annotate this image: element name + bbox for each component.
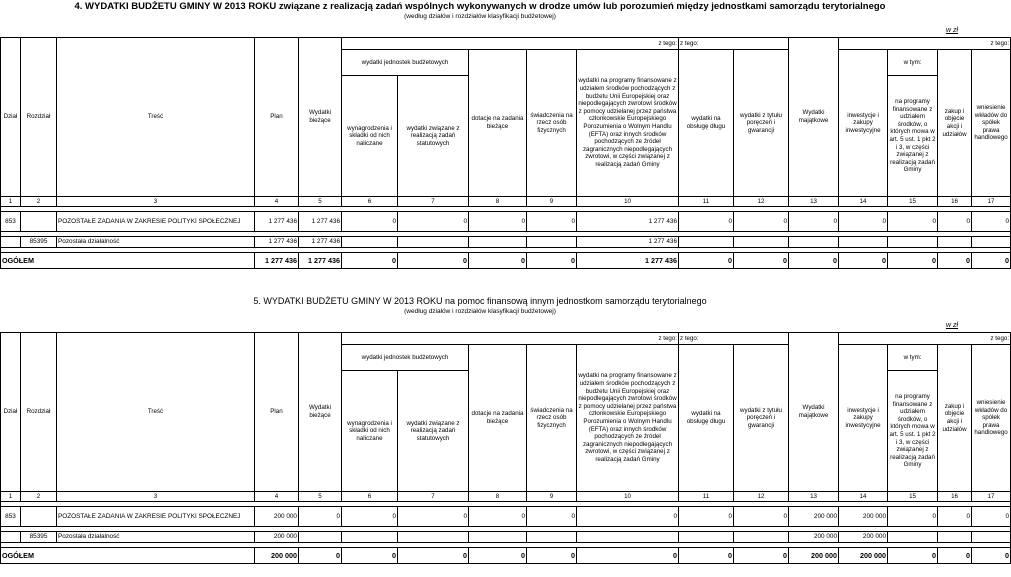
cell-wniesienie [972, 532, 1011, 543]
col-num: 5 [299, 492, 342, 502]
row-tresc: POZOSTAŁE ZADANIA W ZAKRESIE POLITYKI SPOŁECZNEJ [57, 212, 255, 232]
header-gwarancje: wydatki z tytułu poręczeń i gwarancji [734, 50, 789, 197]
cell-wynagrodzenia [342, 532, 398, 543]
cell-majatkowe: 0 [789, 212, 839, 232]
row-tresc: POZOSTAŁE ZADANIA W ZAKRESIE POLITYKI SPOŁECZNEJ [57, 507, 255, 527]
cell-biezace: 1 277 436 [299, 212, 342, 232]
header-ztego-2: z tego: [679, 333, 789, 345]
cell-wniesienie: 0 [972, 212, 1011, 232]
header-ztego-biezace: z tego: [342, 333, 679, 345]
col-num: 10 [577, 197, 679, 207]
col-num: 9 [527, 197, 577, 207]
col-num: 5 [299, 197, 342, 207]
cell-wniesienie [972, 237, 1011, 248]
header-dotacje: dotacje na zadania bieżące [469, 345, 527, 492]
header-tresc: Treść [57, 38, 255, 197]
section1-title: 4. WYDATKI BUDŻETU GMINY W 2013 ROKU związane z realizacją zadań wspólnych wykonywanych w drodze umów lub porozumień między jednostkami samorządu terytorialnego [74, 1, 886, 12]
cell-biezace: 0 [299, 507, 342, 527]
cell-wynagrodzenia [342, 237, 398, 248]
header-programy: na programy finansowane z udziałem środków, o których mowa w art. 5 ust. 1 pkt 2 i 3, w części związanej z realizacją zadań Gminy [888, 371, 938, 492]
col-num: 12 [734, 197, 789, 207]
cell-dlug: 0 [679, 212, 734, 232]
col-num: 13 [789, 197, 839, 207]
cell-ue: 1 277 436 [577, 212, 679, 232]
header-ztego-2: z tego: [679, 38, 789, 50]
col-num: 13 [789, 492, 839, 502]
header-dzial: Dział [1, 38, 21, 197]
col-num: 15 [888, 197, 938, 207]
header-plan: Plan [255, 333, 299, 492]
col-num: 11 [679, 492, 734, 502]
col-num: 7 [398, 492, 469, 502]
section2-unit: w zł [945, 322, 958, 329]
col-num: 9 [527, 492, 577, 502]
col-num: 3 [57, 492, 255, 502]
cell-dlug [679, 532, 734, 543]
total-dotacje: 0 [469, 548, 527, 564]
header-rozdzial: Rozdział [21, 333, 57, 492]
row-dzial: 853 [1, 507, 21, 527]
row-rozdzial: 85395 [21, 532, 57, 543]
total-wniesienie: 0 [972, 548, 1011, 564]
header-wynagrodzenia: wynagrodzenia i składki od nich naliczane [342, 76, 398, 197]
header-dlug: wydatki na obsługę długu [679, 345, 734, 492]
cell-programy: 0 [888, 212, 938, 232]
total-plan: 200 000 [255, 548, 299, 564]
col-num: 2 [21, 492, 57, 502]
header-wynagrodzenia: wynagrodzenia i składki od nich naliczane [342, 371, 398, 492]
total-wniesienie: 0 [972, 253, 1011, 269]
cell-dotacje: 0 [469, 212, 527, 232]
header-dzial: Dział [1, 333, 21, 492]
table-row [1, 532, 1011, 543]
col-num: 16 [938, 492, 972, 502]
col-num: 15 [888, 492, 938, 502]
header-wniesienie: wniesienie wkładów do spółek prawa handlowego [972, 50, 1011, 197]
col-num: 12 [734, 492, 789, 502]
header-tresc: Treść [57, 333, 255, 492]
total-majatkowe: 200 000 [789, 548, 839, 564]
header-wniesienie: wniesienie wkładów do spółek prawa handlowego [972, 345, 1011, 492]
section2-subtitle: (według działów i rozdziałów klasyfikacji budżetowej) [404, 308, 556, 315]
total-inwestycje: 200 000 [839, 548, 888, 564]
col-num: 1 [1, 492, 21, 502]
total-wynagrodzenia: 0 [342, 253, 398, 269]
cell-akcje [938, 532, 972, 543]
total-row [1, 253, 1011, 269]
cell-dotacje [469, 532, 527, 543]
cell-plan: 1 277 436 [255, 212, 299, 232]
total-plan: 1 277 436 [255, 253, 299, 269]
cell-statutowe: 0 [398, 507, 469, 527]
cell-biezace [299, 532, 342, 543]
cell-majatkowe: 200 000 [789, 532, 839, 543]
total-dlug: 0 [679, 253, 734, 269]
header-jednostek: wydatki jednostek budżetowych [342, 50, 469, 76]
row-tresc: Pozostała działalność [57, 237, 255, 248]
cell-statutowe: 0 [398, 212, 469, 232]
total-gwarancje: 0 [734, 253, 789, 269]
cell-ue [577, 532, 679, 543]
table-row [1, 237, 1011, 248]
cell-akcje [938, 237, 972, 248]
header-ztego-biezace: z tego: [342, 38, 679, 50]
row-rozdzial [21, 212, 57, 232]
cell-wynagrodzenia: 0 [342, 212, 398, 232]
header-dlug: wydatki na obsługę długu [679, 50, 734, 197]
cell-gwarancje: 0 [734, 507, 789, 527]
row-rozdzial [21, 507, 57, 527]
header-swiadczenia: świadczenia na rzecz osób fizycznych [527, 345, 577, 492]
col-num: 17 [972, 197, 1011, 207]
header-swiadczenia: świadczenia na rzecz osób fizycznych [527, 50, 577, 197]
table-row [1, 507, 1011, 527]
total-dlug: 0 [679, 548, 734, 564]
table-row [1, 212, 1011, 232]
row-dzial: 853 [1, 212, 21, 232]
cell-programy: 0 [888, 507, 938, 527]
cell-swiadczenia [527, 532, 577, 543]
cell-swiadczenia: 0 [527, 507, 577, 527]
header-ue: wydatki na programy finansowane z udziałem środków pochodzących z budżetu Unii Europejskiej oraz niepodlegających zwrotowi środków z pomocy udzielanej przez państwa członkowskie Europejskiego Porozumienia o Wolnym Handlu (EFTA) oraz innych środków pochodzących ze źródeł zagranicznych niepodlegających zwrotowi, w części związanej z realizacją zadań Gminy [577, 50, 679, 197]
cell-ue: 0 [577, 507, 679, 527]
cell-dlug: 0 [679, 507, 734, 527]
total-biezace: 1 277 436 [299, 253, 342, 269]
cell-swiadczenia [527, 237, 577, 248]
total-label: OGÓŁEM [1, 548, 255, 564]
cell-plan: 200 000 [255, 532, 299, 543]
row-dzial [1, 237, 21, 248]
section1-table [0, 37, 1011, 269]
header-biezace: Wydatki bieżące [299, 333, 342, 492]
total-row [1, 548, 1011, 564]
col-num: 4 [255, 197, 299, 207]
header-jednostek: wydatki jednostek budżetowych [342, 345, 469, 371]
row-rozdzial: 85395 [21, 237, 57, 248]
cell-inwestycje: 0 [839, 212, 888, 232]
col-num: 6 [342, 197, 398, 207]
total-statutowe: 0 [398, 548, 469, 564]
section2-table [0, 332, 1011, 564]
cell-akcje: 0 [938, 212, 972, 232]
total-label: OGÓŁEM [1, 253, 255, 269]
header-ztego-majatkowe: z tego: [839, 38, 1011, 50]
cell-statutowe [398, 532, 469, 543]
col-num: 16 [938, 197, 972, 207]
section2-title: 5. WYDATKI BUDŻETU GMINY W 2013 ROKU na pomoc finansową innym jednostkom samorządu terytorialnego [253, 296, 707, 306]
total-wynagrodzenia: 0 [342, 548, 398, 564]
col-num: 7 [398, 197, 469, 207]
total-programy: 0 [888, 253, 938, 269]
col-num: 17 [972, 492, 1011, 502]
header-statutowe: wydatki związane z realizacją zadań statutowych [398, 76, 469, 197]
header-akcje: zakup i objęcie akcji i udziałów [938, 50, 972, 197]
header-dotacje: dotacje na zadania bieżące [469, 50, 527, 197]
cell-gwarancje [734, 532, 789, 543]
cell-inwestycje [839, 237, 888, 248]
section1-subtitle: (według działów i rozdziałów klasyfikacji budżetowej) [404, 13, 556, 20]
col-num: 10 [577, 492, 679, 502]
header-ztego-majatkowe: z tego: [839, 333, 1011, 345]
col-num: 4 [255, 492, 299, 502]
total-programy: 0 [888, 548, 938, 564]
header-majatkowe: Wydatki majątkowe [789, 333, 839, 492]
total-majatkowe: 0 [789, 253, 839, 269]
cell-wynagrodzenia: 0 [342, 507, 398, 527]
header-biezace: Wydatki bieżące [299, 38, 342, 197]
header-plan: Plan [255, 38, 299, 197]
total-ue: 0 [577, 548, 679, 564]
cell-dotacje [469, 237, 527, 248]
cell-gwarancje: 0 [734, 212, 789, 232]
cell-biezace: 1 277 436 [299, 237, 342, 248]
col-num: 1 [1, 197, 21, 207]
cell-akcje: 0 [938, 507, 972, 527]
header-programy: na programy finansowane z udziałem środków, o których mowa w art. 5 ust. 1 pkt 2 i 3, w części związanej z realizacją zadań Gminy [888, 76, 938, 197]
header-statutowe: wydatki związane z realizacją zadań statutowych [398, 371, 469, 492]
col-num: 8 [469, 492, 527, 502]
col-num: 2 [21, 197, 57, 207]
cell-wniesienie: 0 [972, 507, 1011, 527]
section1-unit: w zł [945, 27, 958, 34]
total-akcje: 0 [938, 253, 972, 269]
total-inwestycje: 0 [839, 253, 888, 269]
col-num: 3 [57, 197, 255, 207]
cell-majatkowe [789, 237, 839, 248]
total-gwarancje: 0 [734, 548, 789, 564]
cell-statutowe [398, 237, 469, 248]
total-swiadczenia: 0 [527, 548, 577, 564]
header-rozdzial: Rozdział [21, 38, 57, 197]
row-tresc: Pozostała działalność [57, 532, 255, 543]
total-statutowe: 0 [398, 253, 469, 269]
header-wtym: w tym: [888, 345, 938, 371]
cell-plan: 200 000 [255, 507, 299, 527]
cell-dotacje: 0 [469, 507, 527, 527]
col-num: 14 [839, 492, 888, 502]
cell-ue: 1 277 436 [577, 237, 679, 248]
cell-majatkowe: 200 000 [789, 507, 839, 527]
total-akcje: 0 [938, 548, 972, 564]
cell-inwestycje: 200 000 [839, 532, 888, 543]
col-num: 8 [469, 197, 527, 207]
row-dzial [1, 532, 21, 543]
total-swiadczenia: 0 [527, 253, 577, 269]
header-wtym: w tym: [888, 50, 938, 76]
total-ue: 1 277 436 [577, 253, 679, 269]
cell-dlug [679, 237, 734, 248]
header-ue: wydatki na programy finansowane z udziałem środków pochodzących z budżetu Unii Europejskiej oraz niepodlegających zwrotowi środków z pomocy udzielanej przez państwa członkowskie Europejskiego Porozumienia o Wolnym Handlu (EFTA) oraz innych środków pochodzących ze źródeł zagranicznych niepodlegających zwrotowi, w części związanej z realizacją zadań Gminy [577, 345, 679, 492]
total-dotacje: 0 [469, 253, 527, 269]
header-akcje: zakup i objęcie akcji i udziałów [938, 345, 972, 492]
header-gwarancje: wydatki z tytułu poręczeń i gwarancji [734, 345, 789, 492]
col-num: 11 [679, 197, 734, 207]
cell-programy [888, 237, 938, 248]
col-num: 14 [839, 197, 888, 207]
header-inwestycje: inwestycje i zakupy inwestycyjne [839, 345, 888, 492]
cell-gwarancje [734, 237, 789, 248]
cell-inwestycje: 200 000 [839, 507, 888, 527]
header-inwestycje: inwestycje i zakupy inwestycyjne [839, 50, 888, 197]
cell-programy [888, 532, 938, 543]
total-biezace: 0 [299, 548, 342, 564]
cell-plan: 1 277 436 [255, 237, 299, 248]
header-majatkowe: Wydatki majątkowe [789, 38, 839, 197]
col-num: 6 [342, 492, 398, 502]
cell-swiadczenia: 0 [527, 212, 577, 232]
